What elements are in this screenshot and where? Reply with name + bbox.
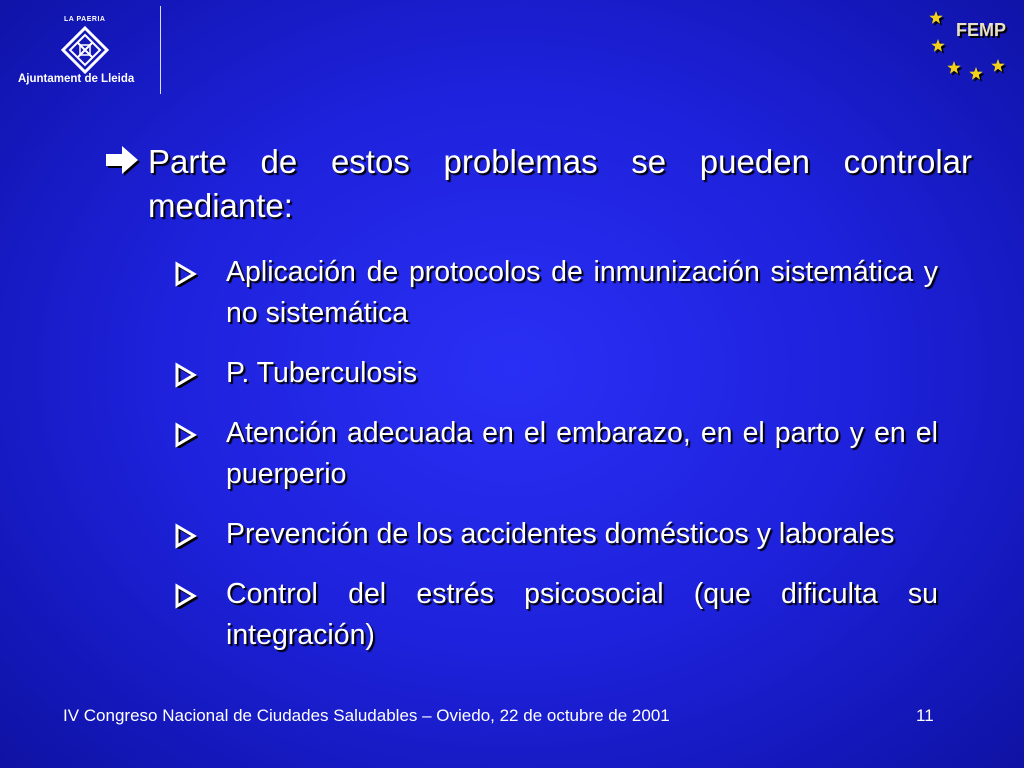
chevron-right-icon: [172, 261, 198, 287]
logo-divider: [160, 6, 161, 94]
list-item: [172, 413, 938, 495]
logo-name-text: Ajuntament de Lleida: [18, 73, 135, 85]
list-item: [172, 514, 938, 555]
sub-point-text: Prevención de los accidentes domésticos y laborales: [226, 518, 895, 550]
list-item: [172, 353, 938, 394]
footer-event: IV Congreso Nacional de Ciudades Saludables – Oviedo, 22 de octubre de 2001: [63, 706, 670, 725]
chevron-right-icon: [172, 523, 198, 549]
sub-point-text: P. Tuberculosis: [226, 357, 418, 389]
page-number: 11: [916, 706, 934, 725]
sub-point-text: Atención adecuada en el embarazo, en el parto y en el puerperio: [226, 417, 938, 490]
star-ring-icon: [916, 6, 1016, 88]
sub-point-text: Control del estrés psicosocial (que dificulta su integración): [226, 578, 938, 651]
femp-logo: [916, 6, 1016, 88]
femp-text: FEMP: [956, 20, 1007, 40]
chevron-right-icon: [172, 362, 198, 388]
chevron-right-icon: [172, 422, 198, 448]
sub-point-list: [172, 252, 938, 675]
ajuntament-lleida-logo: [6, 6, 166, 94]
main-point: [102, 140, 972, 228]
sub-point-text: Aplicación de protocolos de inmunización sistemática y no sistemática: [226, 256, 938, 329]
right-arrow-icon: [102, 142, 142, 178]
list-item: [172, 574, 938, 656]
list-item: [172, 252, 938, 334]
paeria-emblem-icon: [61, 26, 109, 74]
main-point-text: Parte de estos problemas se pueden controlar mediante:: [148, 143, 972, 224]
logo-top-text: LA PAERIA: [64, 16, 106, 23]
chevron-right-icon: [172, 583, 198, 609]
